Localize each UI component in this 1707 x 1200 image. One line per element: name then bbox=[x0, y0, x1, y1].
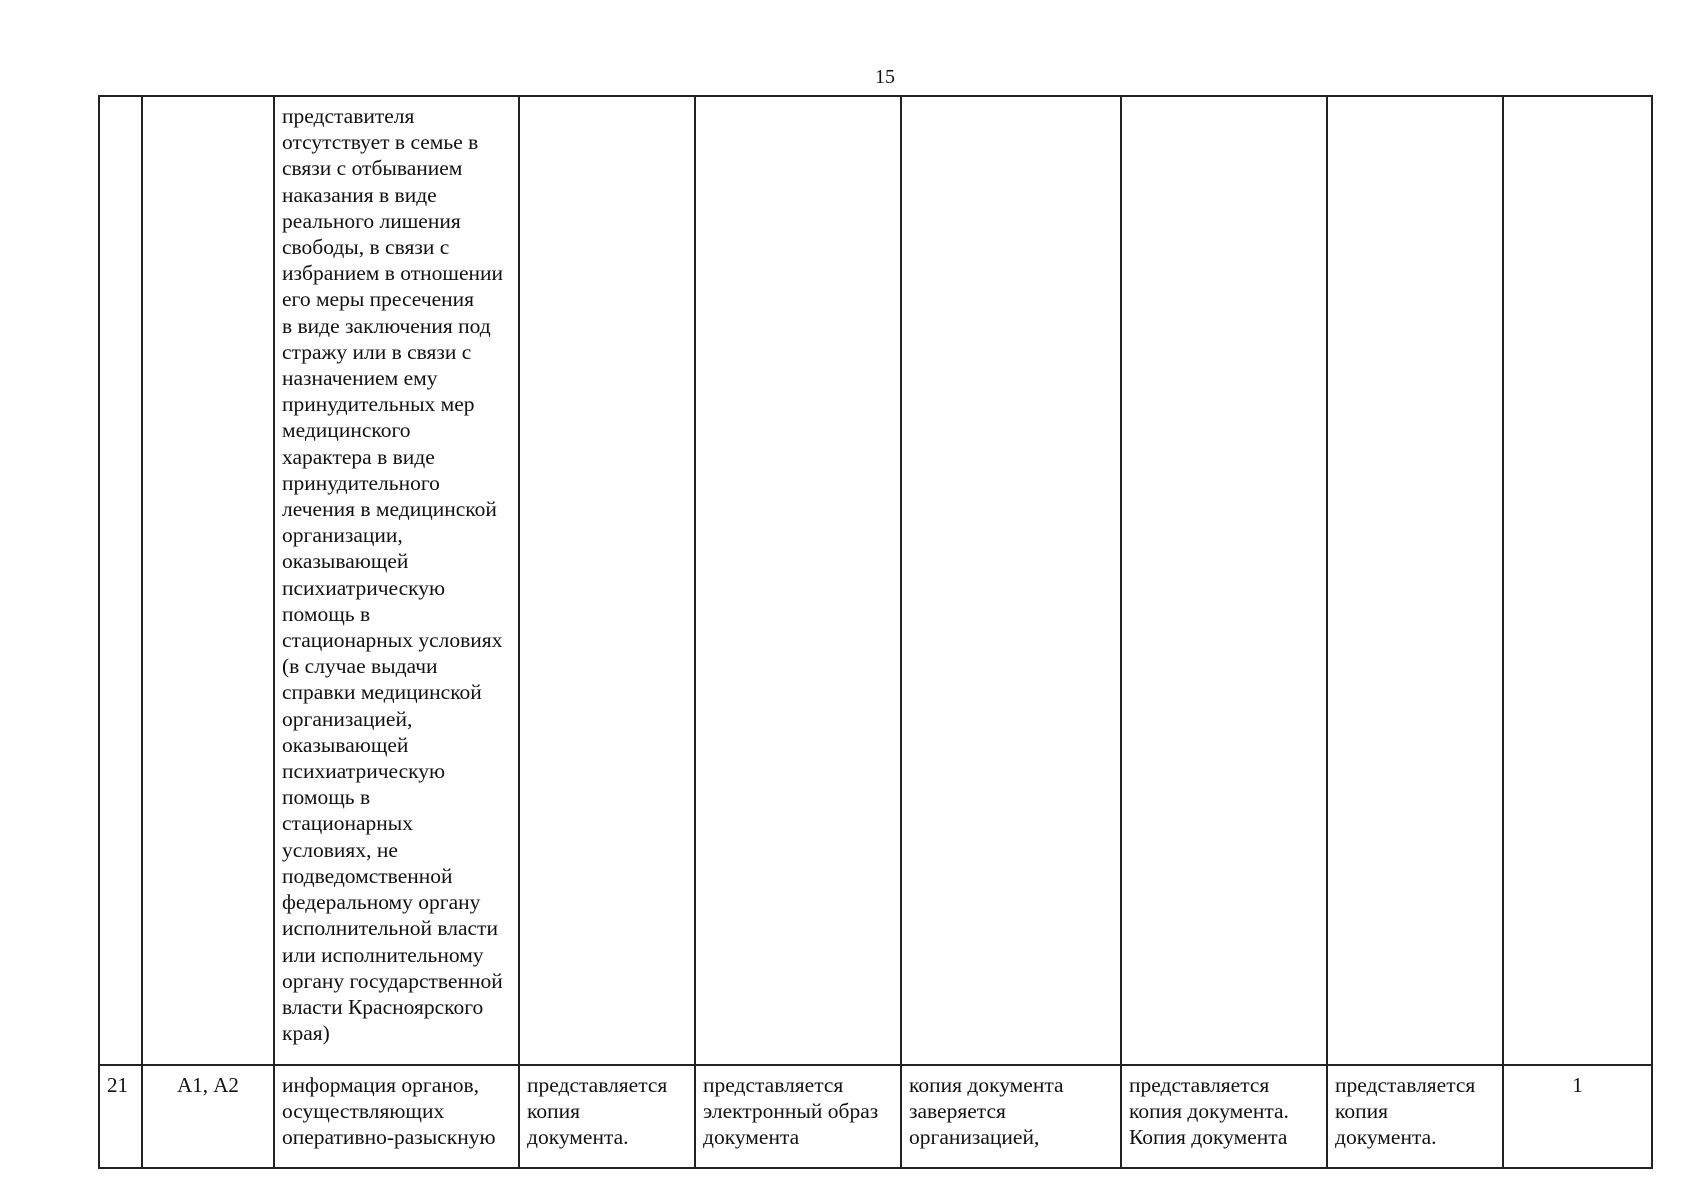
cell-col7 bbox=[1121, 1065, 1327, 1168]
cell-col5 bbox=[695, 96, 901, 1065]
col5-text: представляется электронный образ документа bbox=[703, 1073, 879, 1150]
cell-col8 bbox=[1327, 1065, 1503, 1168]
col6-text: копия документа заверяется организацией, bbox=[909, 1073, 1064, 1150]
cell-col4 bbox=[519, 96, 695, 1065]
cell-col7 bbox=[1121, 96, 1327, 1065]
row-number: 21 bbox=[107, 1073, 128, 1097]
cell-col9 bbox=[1503, 96, 1652, 1065]
cell-col6 bbox=[901, 96, 1121, 1065]
cell-number bbox=[99, 96, 142, 1065]
cell-code bbox=[142, 96, 274, 1065]
cell-col9 bbox=[1503, 1065, 1652, 1168]
row-code: А1, А2 bbox=[177, 1073, 239, 1097]
col8-text: представляется копия документа. bbox=[1335, 1073, 1476, 1150]
cell-col5 bbox=[695, 1065, 901, 1168]
table-row-21 bbox=[99, 1065, 1652, 1168]
cell-col4 bbox=[519, 1065, 695, 1168]
cell-code bbox=[142, 1065, 274, 1168]
description-text: представителя отсутствует в семье в связи с отбыванием наказания в виде реального лишения свободы, в связи с избранием в отношении его меры пресечения в виде заключения под стражу или в связи с назначением ему принудительных мер медицинского характера в виде принудительного лечения в медицинской организации, оказывающей психиатрическую помощь в стационарных условиях (в случае выдачи справки медицинской организацией, оказывающей психиатрическую помощь в стационарных условиях, не подведомственной федеральному органу исполнительной власти или исполнительному органу государственной власти Красноярского края) bbox=[282, 104, 504, 1046]
cell-description bbox=[274, 1065, 519, 1168]
table-row-continuation bbox=[99, 96, 1652, 1065]
page-number: 15 bbox=[875, 66, 895, 88]
cell-number bbox=[99, 1065, 142, 1168]
description-text: информация органов, осуществляющих оперативно-разыскную bbox=[282, 1073, 496, 1150]
cell-col6 bbox=[901, 1065, 1121, 1168]
documents-table bbox=[98, 95, 1653, 1169]
col4-text: представляется копия документа. bbox=[527, 1073, 668, 1150]
col7-text: представляется копия документа. Копия документа bbox=[1129, 1073, 1289, 1150]
cell-description bbox=[274, 96, 519, 1065]
col9-text: 1 bbox=[1572, 1073, 1583, 1097]
cell-col8 bbox=[1327, 96, 1503, 1065]
